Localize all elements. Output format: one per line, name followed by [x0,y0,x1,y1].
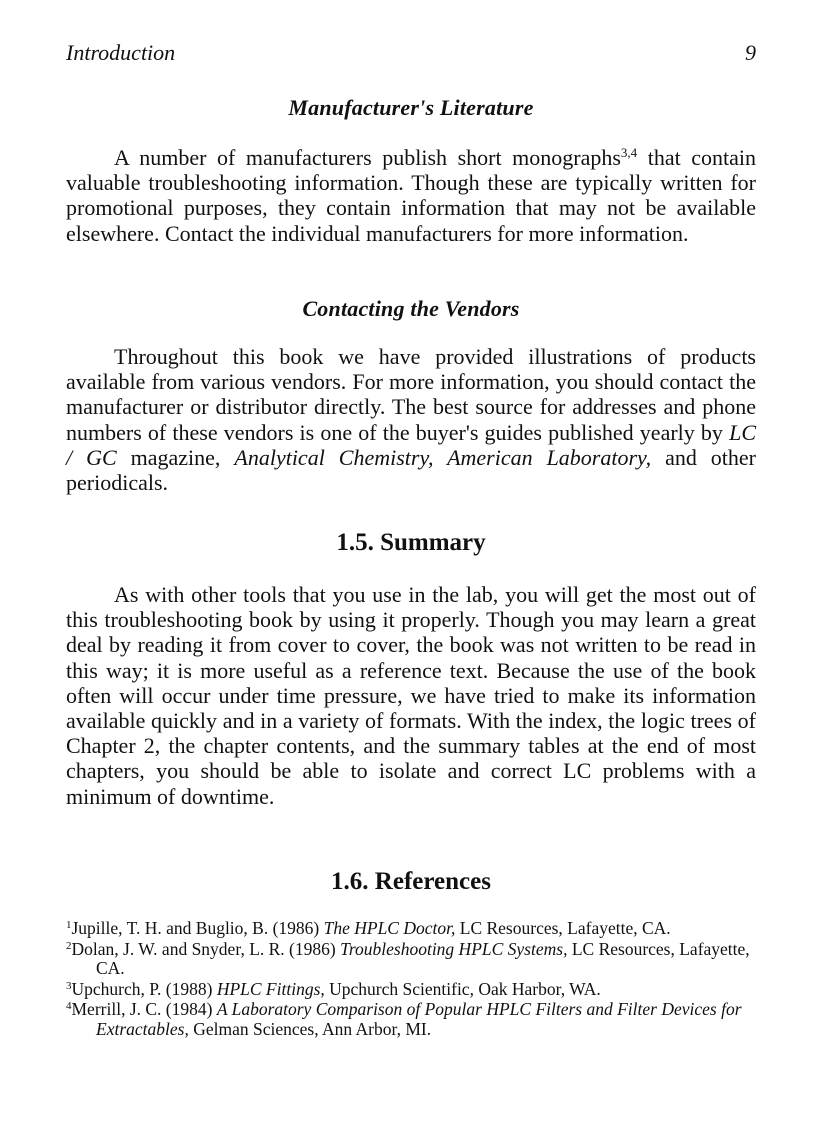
heading-summary: 1.5. Summary [336,529,486,556]
reference-number: 4 [66,1000,72,1013]
reference-item [66,919,756,939]
reference-item [66,940,756,979]
reference-authors: Upchurch, P. (1988) [71,978,217,999]
heading-references: 1.6. References [331,868,491,895]
reference-number: 1 [66,919,72,931]
reference-title: A Laboratory Comparison of Popular HPLC Filters and Filter Devices for Extractables, [96,999,742,1039]
paragraph-manufacturers [66,145,756,246]
reference-authors: Jupille, T. H. and Buglio, B. (1986) [71,918,324,938]
magazine-names: Analytical Chemistry, American Laboratory, [234,444,652,470]
references-list [66,919,756,1041]
chapter-title: Introduction [66,40,176,65]
reference-item [66,1000,756,1039]
running-head [66,40,756,70]
reference-publisher: LC Resources, Lafayette, CA. [96,938,750,979]
text-run: that contain valuable troubleshooting information. Though these are typically written for promotional purposes, they contain information that may not be available elsewhere. Contact the individual manufacturers for more information. [66,145,757,246]
reference-title: HPLC Fittings, [216,978,325,999]
heading-manufacturers-literature: Manufacturer's Literature [288,95,534,120]
text-run: and other periodicals. [66,444,756,496]
citation-superscript: 3,4 [620,145,638,160]
paragraph-summary: As with other tools that you use in the lab, you will get the most out of this troubleshooting book by using it properly. Though you may learn a great deal by reading it from cover to cover, the book was not written to be read in this way; it is more useful as a reference text. Because the use of the book often will occur under time pressure, we have tried to make its information available quickly and in a variety of formats. With the index, the logic trees of Chapter 2, the chapter contents, and the summary tables at the end of most chapters, you should be able to isolate and correct LC problems with a minimum of downtime. [66,582,756,809]
reference-number: 3 [66,979,72,992]
text-run: A number of manufacturers publish short monographs [114,145,621,170]
text-run: magazine, [116,444,235,470]
reference-authors: Dolan, J. W. and Snyder, L. R. (1986) [71,938,341,959]
magazine-name: LC / GC [66,419,756,470]
reference-publisher: Upchurch Scientific, Oak Harbor, WA. [324,978,601,999]
text-run: Throughout this book we have provided illustrations of products available from various vendors. For more information, you should contact the manufacturer or distributor directly. The best source for addresses and phone numbers of these vendors is one of the buyer's guides published yearly by [66,344,756,445]
page-number: 9 [745,40,756,65]
reference-number: 2 [66,939,72,952]
reference-authors: Merrill, J. C. (1984) [71,999,217,1020]
heading-contacting-vendors: Contacting the Vendors [302,296,520,321]
reference-item [66,980,756,1000]
reference-title: The HPLC Doctor, [323,918,456,938]
reference-title: Troubleshooting HPLC Systems, [340,938,568,959]
reference-publisher: LC Resources, Lafayette, CA. [455,918,671,938]
reference-publisher: Gelman Sciences, Ann Arbor, MI. [188,1018,432,1039]
paragraph-vendors [66,344,756,495]
